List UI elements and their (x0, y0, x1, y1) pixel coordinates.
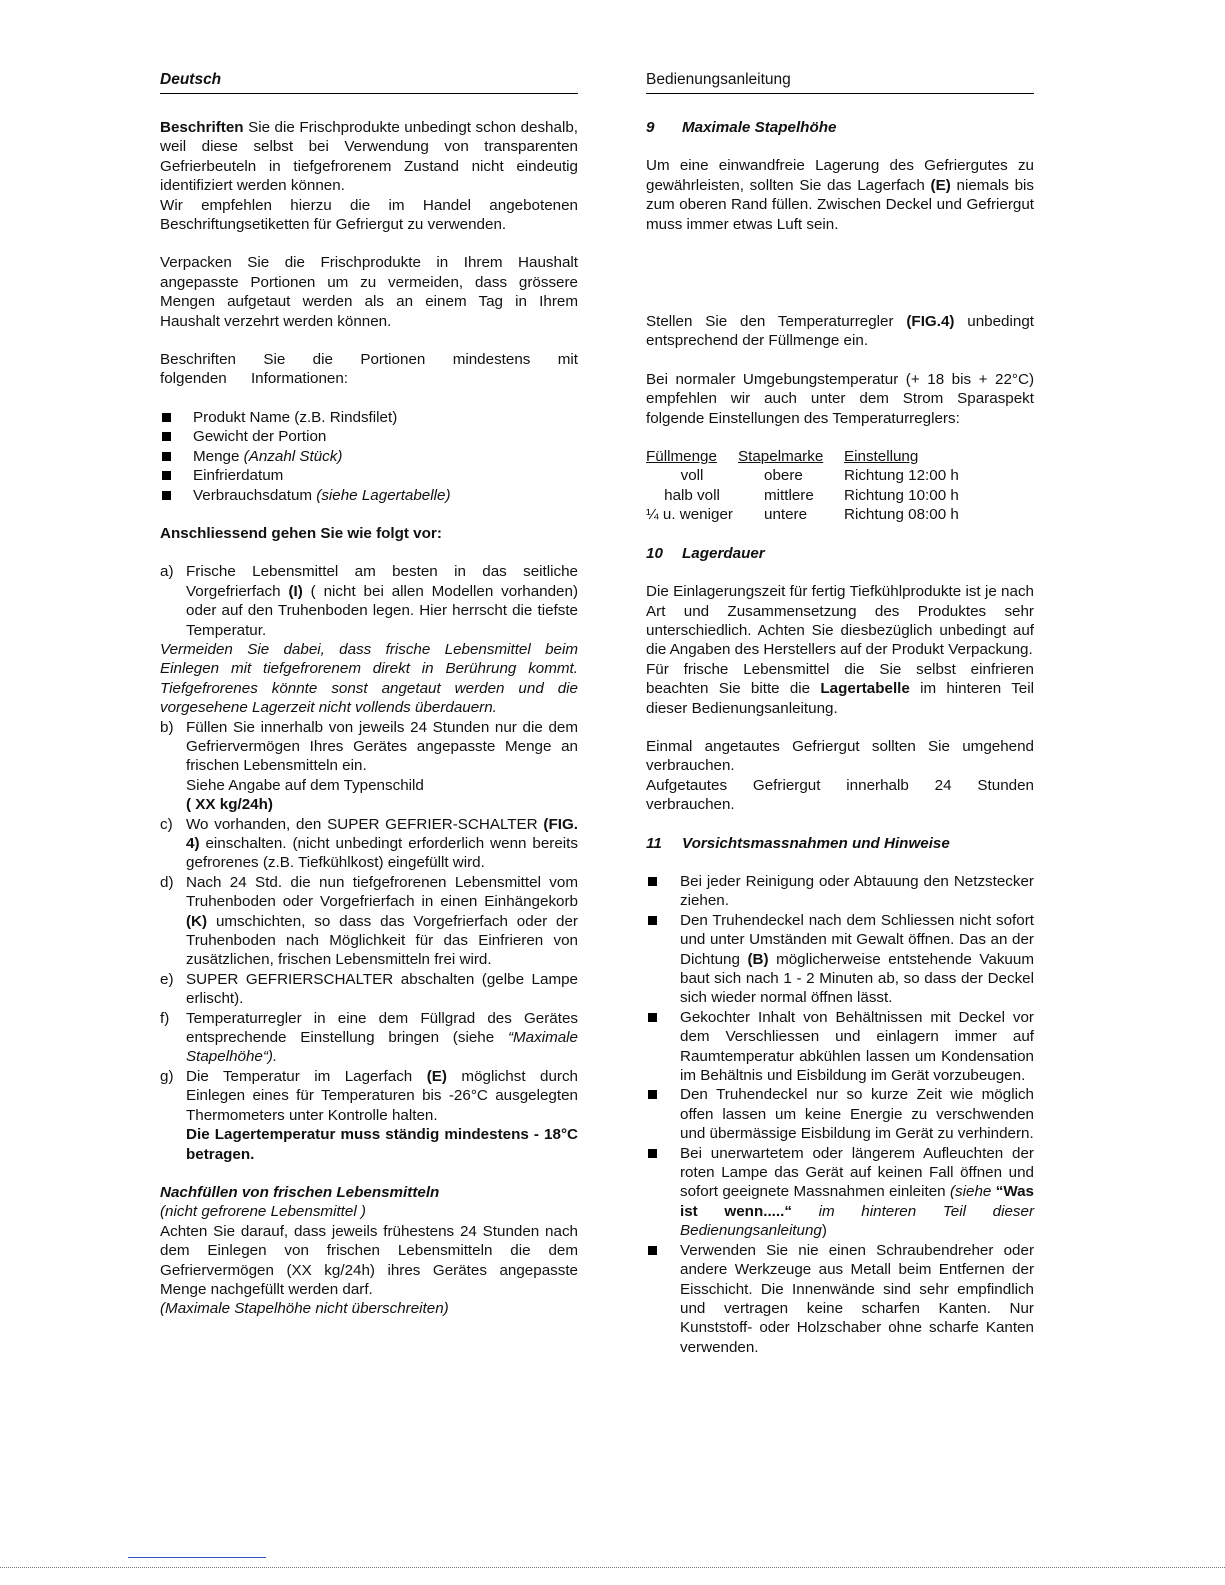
step-text: Füllen Sie innerhalb von jeweils 24 Stunden nur die dem Gefriervermögen Ihres Gerätes angepasste Menge an frischen Lebensmitteln ein. (186, 718, 578, 775)
refill-subheading: (nicht gefrorene Lebensmittel ) (160, 1203, 366, 1221)
paragraph-text: niemals bis zum oberen Rand füllen. Zwischen Deckel und Gefriergut muss immer etwas Luft sein. (646, 176, 1035, 233)
step-text: Die Temperatur im Lagerfach (186, 1067, 427, 1085)
step-label: e) (160, 970, 174, 988)
table-cell: untere (764, 506, 808, 524)
portions-paragraph: Beschriften Sie die Portionen mindestens mit folgenden Informationen: (160, 351, 578, 388)
info-list (160, 408, 578, 505)
settings-table (646, 447, 959, 525)
list-item-text: Verbrauchsdatum (193, 486, 317, 504)
step-text: möglichst durch Einlegen eines für Temperaturen bis -26°C ausgelegten Thermometers unter Kontrolle halten. (186, 1067, 579, 1124)
table-row (646, 466, 959, 485)
paragraph-text: unbedingt entsprechend der Füllmenge ein. (646, 313, 1034, 350)
list-item-text: Bei unerwartetem oder längerem Aufleuchten der roten Lampe das Gerät auf keinen Fall öffnen und sofort geeignete Massnahmen einleiten (680, 1144, 1034, 1201)
step-bold: (FIG. 4) (186, 815, 578, 852)
list-item-text: Gewicht der Portion (193, 428, 327, 446)
list-item-text: Einfrierdatum (193, 467, 284, 485)
table-header: Einstellung (844, 448, 919, 466)
right-column (646, 70, 1034, 1357)
step-bold: (E) (426, 1067, 447, 1085)
step-text: ( nicht bei allen Modellen vorhanden) oder auf den Truhenboden legen. Hier herrscht die tiefste Temperatur. (186, 582, 578, 639)
language-header: Deutsch (160, 70, 578, 94)
table-row (646, 486, 959, 505)
procedure-list (160, 562, 578, 640)
list-item (160, 486, 578, 505)
storage-time-paragraph: Die Einlagerungszeit für fertig Tiefkühlprodukte ist je nach Art und Zusammensetzung des Produktes sehr unterschiedlich. Achten Sie diesbezüglich unbedingt auf die Angaben des Herstellers auf der Produkt Verpackung. (646, 583, 1034, 659)
step-text: einschalten. (nicht unbedingt erforderlich wenn bereits gefrorenes (z.B. Tiefkühlkost) eingefüllt wird. (186, 835, 578, 872)
list-item (646, 1008, 1034, 1086)
storage-table-paragraph (646, 660, 1034, 718)
step-c (160, 815, 578, 873)
left-column (160, 70, 578, 1319)
list-item-text: Verwenden Sie nie einen Schraubendreher oder andere Werkzeuge aus Metall beim Entfernen der Eisschicht. Die Innenwände sind sehr empfindlich und vertragen keine scharfen Kanten. Nur Kunststoff- oder Holzschaber ohne scharfe Kanten verwenden. (680, 1241, 1034, 1356)
step-text: Frische Lebensmittel am besten in das seitliche Vorgefrierfach (186, 563, 578, 600)
step-label: d) (160, 873, 174, 891)
list-item-text: möglicherweise entstehende Vakuum baut sich nach 1 - 2 Minuten ab, so dass der Deckel sich wieder normal öffnen lässt. (680, 950, 1034, 1007)
step-a (160, 562, 578, 640)
warning-paragraph: Vermeiden Sie dabei, dass frische Lebensmittel beim Einlegen mit tiefgefrorenem direkt in Berührung kommt. Tiefgefrorenes könnte sonst angetaut werden und die vorgesehene Lagerzeit nicht vollends überdauern. (160, 640, 578, 717)
list-item-bold: (B) (747, 950, 769, 968)
list-item-text: ) (821, 1222, 827, 1240)
list-item (646, 911, 1034, 1008)
list-item (160, 466, 578, 485)
section-9-heading (646, 118, 1034, 137)
section-10-heading (646, 544, 1034, 563)
step-bold: ( XX kg/24h) (186, 796, 273, 814)
table-cell: obere (764, 467, 803, 485)
table-row (646, 505, 959, 524)
step-text: Nach 24 Std. die nun tiefgefrorenen Lebensmittel vom Truhenboden oder Vorgefrierfach in einen Einhängekorb (186, 873, 578, 911)
footer-line (128, 1557, 266, 1558)
step-d (160, 873, 578, 970)
list-item (646, 1085, 1034, 1143)
table-cell: Richtung 08:00 h (844, 506, 959, 524)
footer-divider (0, 1567, 1225, 1568)
list-item-italic: (Anzahl Stück) (243, 447, 343, 465)
procedure-list (160, 718, 578, 1164)
table-cell: halb voll (664, 486, 720, 504)
list-item-text: Bei jeder Reinigung oder Abtauung den Netzstecker ziehen. (680, 872, 1034, 910)
thawed-24h-paragraph: Aufgetautes Gefriergut innerhalb 24 Stunden verbrauchen. (646, 776, 1034, 814)
refill-paragraph: Achten Sie darauf, dass jeweils frühestens 24 Stunden nach dem Einlegen von frischen Lebensmitteln die dem Gefriervermögen (XX kg/24h) ihres Gerätes angepasste Menge nachgefüllt werden darf. (160, 1222, 578, 1298)
recommend-paragraph: Wir empfehlen hierzu die im Handel angebotenen Beschriftungsetiketten für Gefriergut zu verwenden. (160, 196, 578, 234)
list-item-text: Den Truhendeckel nur so kurze Zeit wie möglich offen lassen um keine Energie zu verschwenden und übermässige Eisbildung im Gerät zu verhindern. (680, 1086, 1034, 1143)
regulator-paragraph (646, 312, 1034, 351)
label-paragraph (160, 118, 578, 196)
step-text: Temperaturregler in eine dem Füllgrad des Gerätes entsprechende Einstellung bringen (siehe (186, 1009, 578, 1047)
step-label: c) (160, 815, 173, 833)
step-bold: (K) (186, 912, 208, 930)
precautions-list (646, 872, 1034, 1357)
packing-paragraph: Verpacken Sie die Frischprodukte in Ihrem Haushalt angepasste Portionen um zu vermeiden, dass grössere Mengen aufgetaut werden als an einem Tag in Ihrem Haushalt verzehrt werden können. (160, 254, 578, 330)
list-item-text: Den Truhendeckel nach dem Schliessen nicht sofort und unter Umständen mit Gewalt öffnen. Das an der Dichtung (680, 911, 1034, 968)
paragraph-text: Um eine einwandfreie Lagerung des Gefriergutes zu gewährleisten, sollten Sie das Lagerfach (646, 157, 1034, 194)
section-number: 10 (646, 544, 663, 562)
step-label: b) (160, 718, 174, 736)
step-label: a) (160, 563, 174, 581)
list-item (646, 872, 1034, 911)
storage-temperature-note: Die Lagertemperatur muss ständig mindestens - 18°C betragen. (186, 1126, 578, 1163)
section-title: Maximale Stapelhöhe (682, 119, 837, 136)
list-item (160, 427, 578, 446)
step-text: Wo vorhanden, den SUPER GEFRIER-SCHALTER (186, 815, 544, 833)
table-cell: Richtung 10:00 h (844, 486, 959, 504)
step-text: Siehe Angabe auf dem Typenschild (186, 776, 424, 794)
list-item-italic: (siehe (949, 1183, 996, 1201)
section-number: 9 (646, 119, 655, 136)
section-title: Vorsichtsmassnahmen und Hinweise (682, 834, 950, 852)
paragraph-bold: (FIG.4) (906, 313, 955, 331)
list-item-bold: “Was ist wenn.....“ (680, 1183, 1034, 1220)
list-item (160, 408, 578, 427)
table-header-row (646, 447, 959, 466)
table-header: Füllmenge (646, 448, 717, 466)
table-header: Stapelmarke (738, 448, 824, 466)
step-label: f) (160, 1009, 170, 1027)
refill-heading: Nachfüllen von frischen Lebensmitteln (160, 1183, 440, 1201)
paragraph-text: Stellen Sie den Temperaturregler (646, 313, 907, 331)
list-item (646, 1241, 1034, 1357)
step-bold: (I) (288, 582, 303, 600)
label-text: Sie die Frischprodukte unbedingt schon deshalb, weil diese selbst bei Verwendung von transparenten Gefrierbeuteln in tiefgefrorenem Zustand nicht eindeutig identifiziert werden können. (160, 119, 578, 195)
table-cell: voll (680, 467, 704, 485)
list-item (646, 1144, 1034, 1241)
refill-note: (Maximale Stapelhöhe nicht überschreiten) (160, 1300, 449, 1318)
section-11-heading (646, 834, 1034, 853)
section-number: 11 (646, 834, 662, 852)
table-cell: Richtung 12:00 h (844, 467, 959, 485)
step-e (160, 970, 578, 1009)
step-b (160, 718, 578, 815)
label-keyword: Beschriften (160, 119, 244, 136)
table-cell: ¼ u. weniger (646, 506, 733, 524)
list-item-italic: im hinteren Teil dieser Bedienungsanleitung (680, 1202, 1035, 1240)
list-item-text: Produkt Name (z.B. Rindsfilet) (193, 408, 398, 426)
list-item-text: Menge (193, 447, 244, 465)
step-text: SUPER GEFRIERSCHALTER abschalten (gelbe Lampe erlischt). (186, 970, 578, 1008)
stacking-paragraph (646, 156, 1034, 234)
section-title: Lagerdauer (682, 544, 765, 562)
paragraph-text: im hinteren Teil dieser Bedienungsanleitung. (646, 680, 1034, 717)
list-item (160, 447, 578, 466)
paragraph-bold: (E) (930, 176, 951, 194)
step-f (160, 1009, 578, 1067)
thawed-paragraph: Einmal angetautes Gefriergut sollten Sie umgehend verbrauchen. (646, 737, 1034, 775)
ambient-paragraph: Bei normaler Umgebungstemperatur (+ 18 bis + 22°C) empfehlen wir auch unter dem Strom Sparaspekt folgende Einstellungen des Temperaturreglers: (646, 370, 1034, 427)
list-item-italic: (siehe Lagertabelle) (316, 486, 451, 504)
step-text: umschichten, so dass das Vorgefrierfach oder der Truhenboden nach Möglichkeit für das Einfrieren von zusätzlichen, frischen Lebensmitteln frei wird. (186, 912, 578, 969)
procedure-heading: Anschliessend gehen Sie wie folgt vor: (160, 524, 442, 542)
document-header: Bedienungsanleitung (646, 70, 1034, 94)
step-italic: “Maximale Stapelhöhe“). (186, 1029, 578, 1066)
step-g (160, 1067, 578, 1164)
paragraph-text: Für frische Lebensmittel die Sie selbst einfrieren beachten Sie bitte die (646, 660, 1034, 698)
list-item-text: Gekochter Inhalt von Behältnissen mit Deckel vor dem Verschliessen und einlagern immer auf Raumtemperatur abkühlen lassen um Kondensation im Behältnis und Eisbildung im Gerät vorzubeugen. (680, 1008, 1034, 1085)
step-label: g) (160, 1067, 174, 1085)
paragraph-bold: Lagertabelle (820, 680, 910, 698)
table-cell: mittlere (764, 486, 814, 504)
